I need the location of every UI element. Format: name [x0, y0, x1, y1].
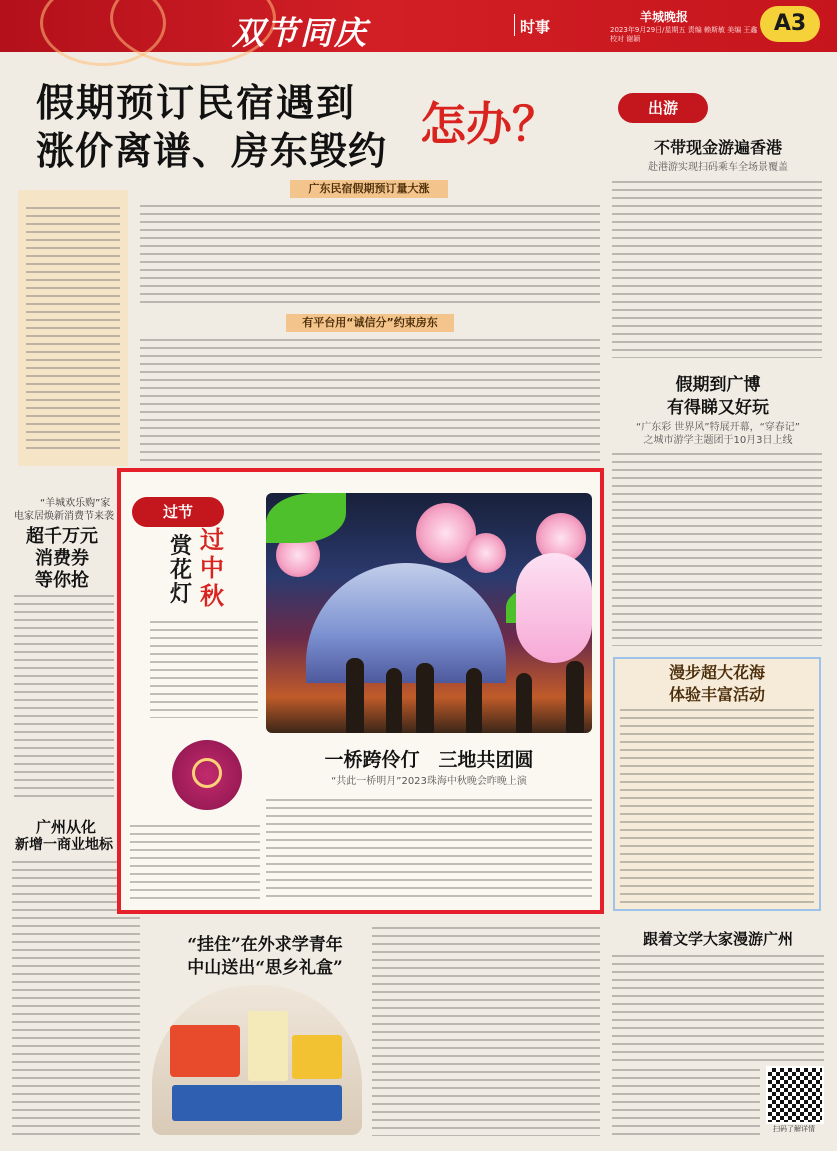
body-text [26, 204, 120, 454]
left-story-title-3: 等你抢 [35, 570, 89, 591]
lead-headline-line2: 涨价离谱、房东毁约 [36, 128, 388, 173]
right-story2-sub-1: “广东彩 世界风”特展开幕，“穿春记” [636, 422, 800, 433]
gift-pack [172, 1085, 342, 1121]
lead-headline-line1: 假期预订民宿遇到 [36, 80, 357, 125]
body-text [612, 952, 824, 1062]
left-quote-line1: “羊城欢乐购”家 [40, 498, 111, 509]
body-text [14, 592, 114, 802]
left-story-title-2: 消费券 [35, 548, 89, 569]
lead-headline-red: 怎办？ [420, 97, 558, 151]
page-number-badge: A3 [760, 6, 820, 42]
right-story1-title: 不带现金游遍香港 [653, 138, 782, 157]
right-story2-title-1: 假期到广博 [675, 375, 761, 395]
right-story3-title-2: 体验丰富活动 [668, 685, 765, 704]
feature-title-a: 赏花灯 [170, 533, 193, 607]
right-story4-title: 跟着文学大家漫游广州 [642, 930, 793, 948]
column-label: 时事 [520, 18, 551, 36]
gift-pack [292, 1035, 342, 1079]
body-text [620, 706, 814, 904]
body-text [612, 450, 822, 646]
left-story-title-1: 超千万元 [26, 526, 98, 547]
right-story2-title-2: 有得睇又好玩 [667, 398, 769, 418]
feature-subheadline: “共此一桥明月”2023珠海中秋晚会昨晚上演 [331, 776, 527, 787]
left-story2-title-1: 广州从化 [35, 818, 96, 836]
right-story2-sub-2: 之城市游学主题团于10月3日上线 [643, 435, 793, 446]
festival-tag: 过节 [132, 497, 224, 527]
body-text [612, 1066, 760, 1136]
newspaper-logo: 羊城晚报 [640, 10, 689, 24]
left-quote-line2: 电家居焕新消费节来袭 [14, 511, 114, 522]
gift-box-photo [152, 985, 362, 1135]
bottom-title-line2: 中山送出“思乡礼盒” [187, 958, 343, 978]
lead-subhead-2: 有平台用“诚信分”约束房东 [286, 314, 454, 332]
feature-headline: 一桥跨伶仃 三地共团圆 [324, 749, 534, 771]
highlight-frame [117, 468, 604, 914]
date-line: 2023年9月29日/星期五 责编 赖斯敏 美编 王鑫 校对 谢颖 [610, 26, 758, 43]
lead-intro-box [18, 190, 128, 466]
lead-subhead-1: 广东民宿假期预订量大涨 [290, 180, 448, 198]
qr-caption: 扫码了解详情 [773, 1125, 815, 1133]
masthead-banner [0, 0, 837, 52]
gift-pack [248, 1011, 288, 1081]
left-story2-title-2: 新增一商业地标 [15, 837, 113, 853]
body-text [372, 924, 600, 1136]
bottom-title-line1: “挂住”在外求学青年 [187, 935, 343, 955]
right-story1-sub: 赴港游实现扫码乘车全场景覆盖 [648, 162, 788, 173]
section-title: 双节同庆 [232, 14, 369, 52]
right-story3-title-1: 漫步超大花海 [668, 663, 765, 682]
body-text [140, 202, 600, 308]
body-text [612, 178, 822, 358]
travel-tag: 出游 [618, 93, 708, 123]
feature-title-b: 过中秋 [200, 525, 224, 610]
gift-pack [170, 1025, 240, 1077]
body-text [140, 336, 600, 464]
divider [514, 14, 515, 36]
qr-code[interactable] [766, 1066, 824, 1124]
